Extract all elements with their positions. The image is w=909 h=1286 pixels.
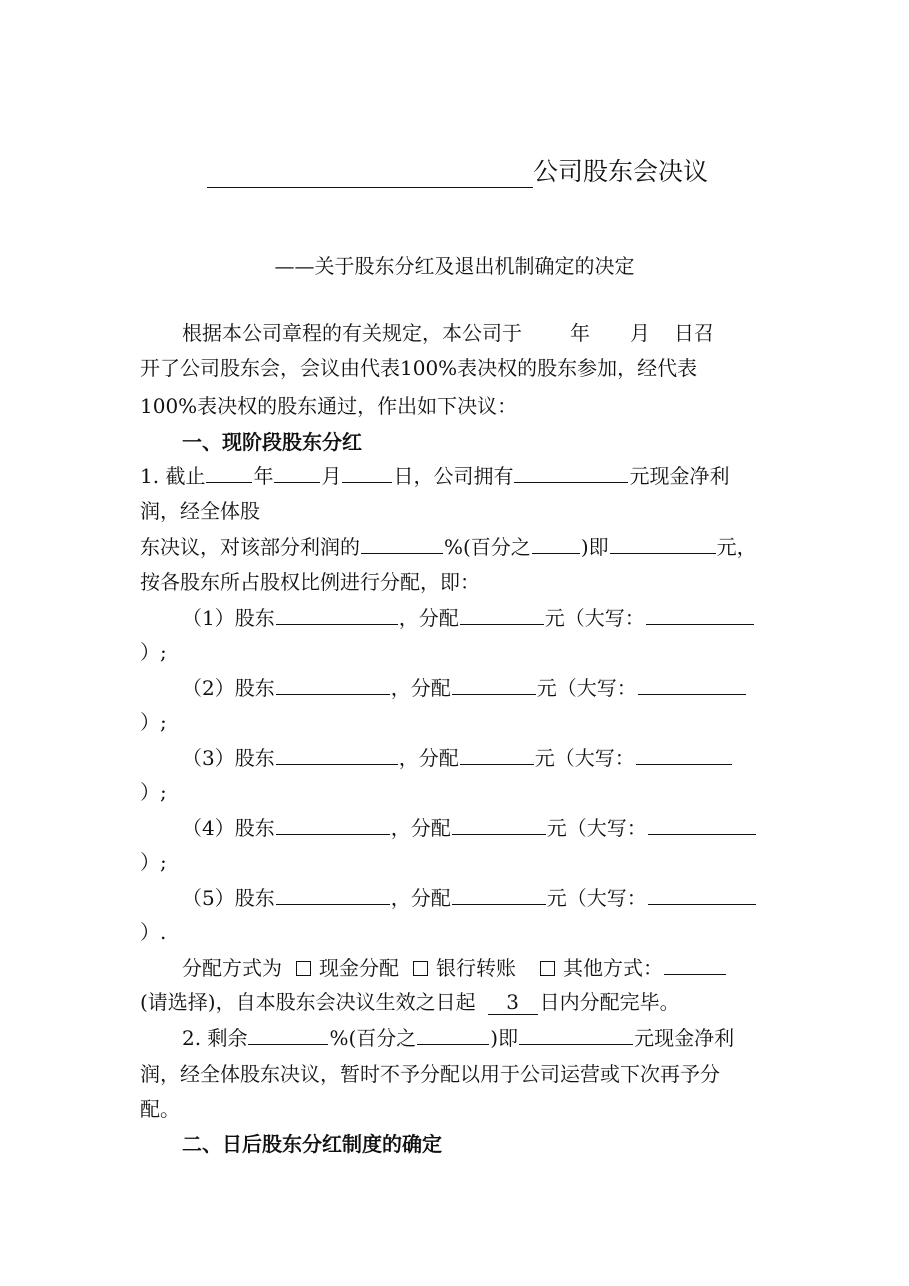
intro-text: 根据本公司章程的有关规定，本公司于: [182, 321, 522, 345]
shareholder-label: （5）股东: [182, 886, 275, 910]
other-method-blank[interactable]: [664, 954, 726, 975]
shareholder-row-3: [182, 744, 733, 772]
shareholder-row-2: [182, 674, 747, 702]
section2-heading: 二、日后股东分红制度的确定: [182, 1132, 442, 1156]
shareholder-row-1-end: ）;: [140, 640, 167, 664]
cutoff-year-blank[interactable]: [206, 462, 252, 483]
intro-month-label: 月: [630, 321, 650, 345]
alloc-amount-blank[interactable]: [452, 884, 546, 905]
alloc-label: ，分配: [398, 746, 459, 770]
item1-month-label: 月: [321, 464, 342, 488]
item2-line-3: 配。: [140, 1097, 180, 1121]
shareholder-row-4-end: ）;: [140, 850, 167, 874]
shareholder-label: （4）股东: [182, 816, 275, 840]
intro-day-label: 日召: [674, 321, 714, 345]
alloc-amount-blank[interactable]: [452, 814, 546, 835]
shareholder-label: （2）股东: [182, 676, 275, 700]
item1-ji-label: )即: [580, 535, 609, 559]
title-text: 公司股东会决议: [533, 157, 709, 186]
item2-line-2: 润，经全体股东决议，暂时不予分配以用于公司运营或下次再予分: [140, 1062, 720, 1086]
alloc-upper-blank[interactable]: [648, 884, 756, 905]
shareholder-name-blank[interactable]: [276, 814, 390, 835]
method-label: 分配方式为: [182, 956, 282, 980]
shareholder-label: （1）股东: [182, 606, 275, 630]
alloc-upper-blank[interactable]: [646, 604, 754, 625]
upper-label: 元（大写：: [534, 746, 635, 770]
upper-label: 元（大写：: [546, 816, 647, 840]
shareholder-row-5-end: ）.: [140, 920, 167, 944]
item1-year-label: 年: [253, 464, 274, 488]
shareholder-name-blank[interactable]: [276, 604, 398, 625]
intro-line-2: 开了公司股东会，会议由代表100%表决权的股东参加，经代表: [140, 356, 698, 380]
upper-label: 元（大写：: [546, 886, 647, 910]
item2-percent-label: %(百分之: [329, 1026, 417, 1050]
upper-label: 元（大写：: [536, 676, 637, 700]
remain-percent-blank[interactable]: [248, 1024, 328, 1045]
item2-ji-label: )即: [490, 1026, 519, 1050]
cutoff-month-blank[interactable]: [274, 462, 320, 483]
item1-line-4: 按各股东所占股权比例进行分配，即：: [140, 570, 480, 594]
alloc-label: ，分配: [390, 816, 451, 840]
remain-amount-blank[interactable]: [519, 1024, 633, 1045]
alloc-amount-blank[interactable]: [452, 674, 536, 695]
alloc-amount-blank[interactable]: [460, 604, 544, 625]
cash-checkbox[interactable]: [296, 961, 311, 976]
other-option-label: 其他方式：: [563, 956, 663, 980]
method-line2-end: 日内分配完毕。: [539, 990, 680, 1014]
alloc-upper-blank[interactable]: [636, 744, 732, 765]
shareholder-row-4: [182, 814, 757, 842]
alloc-amount-blank[interactable]: [460, 744, 534, 765]
shareholder-row-5: [182, 884, 757, 912]
alloc-label: ，分配: [398, 606, 459, 630]
shareholder-name-blank[interactable]: [276, 884, 390, 905]
remain-percent-words-blank[interactable]: [417, 1024, 489, 1045]
other-checkbox[interactable]: [540, 961, 555, 976]
intro-line-3: 100%表决权的股东通过，作出如下决议：: [140, 394, 518, 418]
upper-label: 元（大写：: [544, 606, 645, 630]
net-profit-blank[interactable]: [514, 462, 628, 483]
shareholder-row-2-end: ）;: [140, 710, 167, 734]
method-line-1: [182, 954, 727, 982]
item1-yuan-comma: 元，: [716, 535, 757, 559]
alloc-upper-blank[interactable]: [648, 814, 756, 835]
item1-yuan-label: 元现金净利: [629, 464, 730, 488]
profit-percent-words-blank[interactable]: [532, 533, 580, 554]
item1-line-2: 润，经全体股: [140, 499, 260, 523]
bank-checkbox[interactable]: [413, 961, 428, 976]
profit-amount-blank[interactable]: [610, 533, 716, 554]
bank-option-label: 银行转账: [436, 956, 516, 980]
item1-day-label: 日，公司拥有: [393, 464, 514, 488]
shareholder-row-3-end: ）;: [140, 780, 167, 804]
shareholder-name-blank[interactable]: [276, 744, 398, 765]
cutoff-day-blank[interactable]: [342, 462, 392, 483]
days-value[interactable]: 3: [488, 990, 538, 1015]
shareholder-label: （3）股东: [182, 746, 275, 770]
alloc-label: ，分配: [390, 886, 451, 910]
item2-prefix: 2. 剩余: [182, 1026, 248, 1050]
company-name-blank[interactable]: [207, 159, 533, 188]
shareholder-row-1: [182, 604, 755, 632]
item1-line-1: [140, 462, 729, 490]
item1-prefix: 1. 截止: [140, 464, 206, 488]
cash-option-label: 现金分配: [319, 956, 399, 980]
document-subtitle: ——关于股东分红及退出机制确定的决定: [274, 254, 635, 278]
intro-year-label: 年: [570, 321, 590, 345]
intro-line-1: [182, 319, 714, 347]
section1-heading: 一、现阶段股东分红: [182, 430, 362, 454]
item2-line-1: [182, 1024, 734, 1052]
method-line2-text: (请选择)，自本股东会决议生效之日起: [140, 990, 476, 1014]
profit-percent-blank[interactable]: [361, 533, 443, 554]
item2-yuan-label: 元现金净利: [634, 1026, 735, 1050]
item1-line-3: [140, 533, 757, 561]
item1-percent-label: %(百分之: [444, 535, 531, 559]
method-line-2: [140, 988, 680, 1016]
document-title: [207, 152, 708, 188]
shareholder-name-blank[interactable]: [276, 674, 390, 695]
item1-line3-text: 东决议，对该部分利润的: [140, 535, 360, 559]
alloc-upper-blank[interactable]: [638, 674, 746, 695]
alloc-label: ，分配: [390, 676, 451, 700]
